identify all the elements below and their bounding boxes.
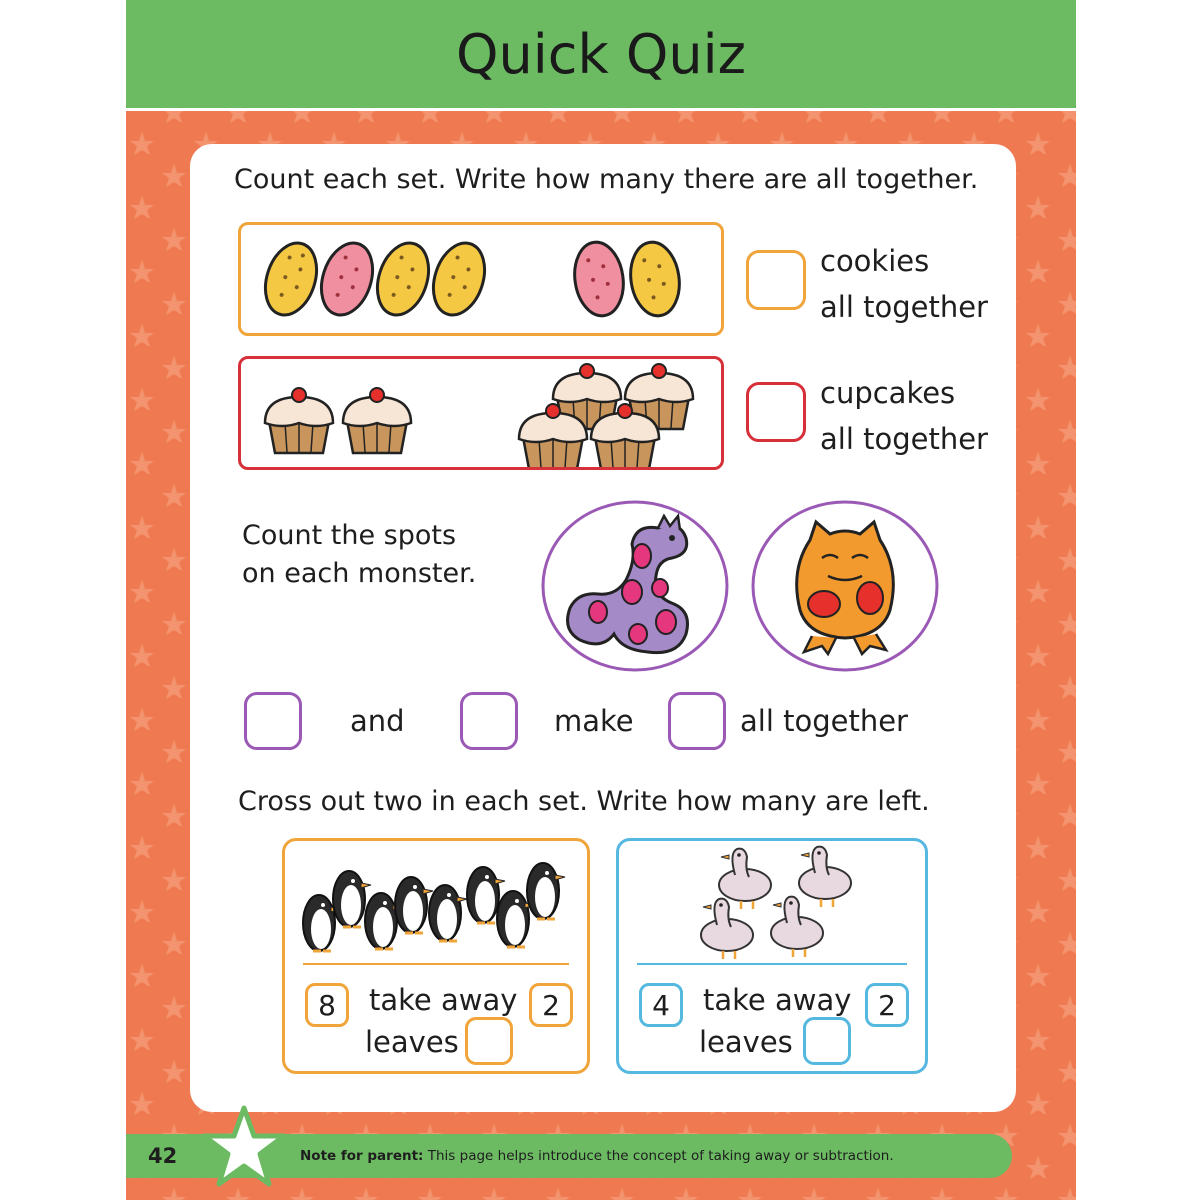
- penguins-leaves-text: leaves: [365, 1025, 459, 1059]
- quiz-panel: [190, 144, 1016, 1112]
- geese-panel: [616, 838, 928, 1074]
- section3-instruction: Cross out two in each set. Write how many are left.: [238, 786, 930, 817]
- word-make: make: [554, 704, 634, 738]
- section2-instruction-line1: Count the spots: [242, 520, 457, 551]
- penguins-divider: [303, 963, 569, 965]
- cookie-icon: [313, 236, 382, 321]
- page-number: 42: [148, 1144, 178, 1168]
- penguins-picture: [285, 841, 587, 961]
- goose-icon: [799, 847, 851, 907]
- cookie-icon: [369, 236, 438, 321]
- spots-second-answer-box[interactable]: [460, 692, 518, 750]
- cupcakes-answer-box[interactable]: [746, 382, 806, 442]
- cookies-set-box: [238, 222, 724, 336]
- penguin-icon: [527, 863, 565, 919]
- cupcakes-picture: [241, 359, 721, 467]
- geese-leaves-text: leaves: [699, 1025, 793, 1059]
- cookies-label-line1: cookies: [820, 244, 930, 278]
- penguin-icon: [395, 877, 433, 933]
- penguins-panel: [282, 838, 590, 1074]
- penguins-answer-box[interactable]: [465, 1017, 513, 1065]
- cookie-icon: [257, 236, 326, 321]
- geese-remove-number: 2: [865, 983, 909, 1027]
- geese-divider: [637, 963, 907, 965]
- section2-instruction-line2: on each monster.: [242, 558, 477, 589]
- spots-first-answer-box[interactable]: [244, 692, 302, 750]
- page-title: Quick Quiz: [456, 22, 746, 86]
- cupcakes-label-line1: cupcakes: [820, 376, 956, 410]
- cookies-answer-box[interactable]: [746, 250, 806, 310]
- cupcake-icon: [343, 388, 411, 453]
- cupcakes-set-box: [238, 356, 724, 470]
- word-all-together: all together: [740, 704, 908, 738]
- parent-note-label: Note for parent:: [300, 1148, 424, 1164]
- penguins-remove-number: 2: [529, 983, 573, 1027]
- geese-start-number: 4: [639, 983, 683, 1027]
- geese-answer-box[interactable]: [803, 1017, 851, 1065]
- geese-picture: [619, 841, 925, 961]
- parent-note-text: This page helps introduce the concept of taking away or subtraction.: [427, 1148, 894, 1164]
- cookies-picture: [241, 225, 721, 333]
- snake-monster-picture: [540, 500, 730, 672]
- section1-instruction: Count each set. Write how many there are all together.: [234, 164, 979, 195]
- penguin-icon: [429, 885, 467, 941]
- goose-icon: [771, 897, 823, 957]
- cookies-label-line2: all together: [820, 290, 988, 324]
- cupcake-icon: [265, 388, 333, 453]
- parent-note: [300, 1148, 894, 1164]
- cupcakes-label-line2: all together: [820, 422, 988, 456]
- cookie-icon: [570, 239, 628, 319]
- spots-total-answer-box[interactable]: [668, 692, 726, 750]
- word-and: and: [350, 704, 405, 738]
- penguins-take-away-text: take away: [369, 983, 518, 1017]
- workbook-page: [126, 0, 1076, 1200]
- round-monster-picture: [750, 500, 940, 672]
- cookie-icon: [425, 236, 494, 321]
- star-icon: [198, 1102, 290, 1194]
- geese-take-away-text: take away: [703, 983, 852, 1017]
- goose-icon: [701, 899, 753, 959]
- cookie-icon: [626, 239, 684, 319]
- title-bar: [126, 0, 1076, 111]
- penguins-start-number: 8: [305, 983, 349, 1027]
